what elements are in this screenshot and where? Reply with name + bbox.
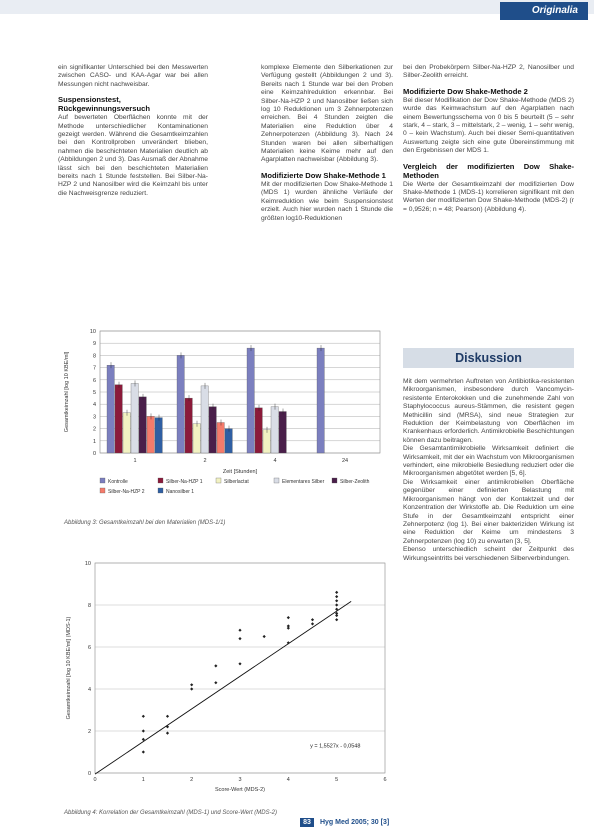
- y-tick-label: 4: [87, 687, 91, 693]
- bar: [271, 407, 278, 453]
- y-tick-label: 5: [92, 390, 96, 396]
- section-heading: Vergleich der modifizierten Dow Shake-Methoden: [403, 161, 574, 180]
- y-tick-label: 3: [92, 414, 96, 421]
- y-axis-label: Gesamtkeimzahl [log 10 KBE/ml]: [64, 351, 70, 433]
- legend-label: Silber-Na-HZP 1: [166, 479, 203, 485]
- bar: [177, 355, 184, 453]
- section-heading: Modifizierte Dow Shake-Methode 2: [403, 86, 528, 96]
- figure-caption: Abbildung 3: Gesamtkeimzahl bei den Materialien (MDS-1/1): [64, 520, 226, 526]
- regression-equation: y = 1,5527x - 0,0548: [310, 743, 361, 750]
- section-badge: Originalia: [500, 2, 588, 20]
- discussion-heading-box: [403, 348, 574, 368]
- y-tick-label: 8: [92, 353, 96, 360]
- column-right-lower: [403, 378, 574, 563]
- legend-label: Silber-Zeolith: [340, 479, 370, 485]
- bar: [279, 412, 286, 453]
- y-axis-label: Gesamtkeimzahl [log 10 KBE/ml] (MDS-1): [66, 616, 72, 720]
- bar: [185, 398, 192, 453]
- y-tick-label: 10: [89, 329, 96, 335]
- y-tick-label: 0: [87, 771, 91, 777]
- y-tick-label: 8: [87, 603, 91, 609]
- bar: [217, 423, 224, 454]
- column-middle: [261, 64, 393, 223]
- legend-swatch: [216, 478, 221, 483]
- column-left: [58, 64, 208, 198]
- x-tick-label: 1: [133, 458, 137, 464]
- figure-caption: Abbildung 4: Korrelation der Gesamtkeimzahl (MDS-1) und Score-Wert (MDS-2): [64, 810, 277, 816]
- x-tick-label: 4: [273, 458, 277, 464]
- legend-swatch: [100, 488, 105, 493]
- paragraph: Mit dem vermehrten Auftreten von Antibiotika-resistenten Mikroorganismen, insbesondere durch Vancomycin-resistente Enterokokken und die zunehmende Zahl von Staphylococcus aureus-Stämmen, die resistent gegen Methicillin sind (MRSA), sind neue Strategien zur Reduktion der Keimbelastung von Oberflächen im Krankenhaus erforderlich. Antimikrobielle Beschichtungen können dazu beitragen.: [403, 378, 574, 444]
- bar: [155, 418, 162, 453]
- bar: [317, 348, 324, 453]
- page-number: 83: [300, 818, 314, 827]
- y-tick-label: 6: [92, 377, 96, 384]
- x-tick-label: 6: [383, 777, 387, 783]
- bar: [247, 348, 254, 453]
- bar: [107, 365, 114, 453]
- scatter-chart-figure: [60, 555, 395, 800]
- legend-swatch: [100, 478, 105, 483]
- section-heading: Suspensionstest, Rückgewinnungsversuch: [58, 95, 150, 114]
- paragraph: Auf bewerteten Oberflächen konnte mit der Methode unterschiedlicher Kontaminationen gezeigt werden. Während die Gesamtkeimzahlen bei den Kontrollproben unverändert blieben, nahmen die beschichteten Materialien deutlich ab (Abbildungen 2 und 3). Das Ausmaß der Abnahme lässt sich bei den beschichteten Materialien bereits nach 1 Stunde feststellen. Bei Silber-Na-HZP 2 und Nanosilber wird die Keimzahl bis unter die Nachweisgrenze reduziert.: [58, 114, 208, 197]
- page-footer: [300, 818, 389, 827]
- x-tick-label: 24: [341, 458, 349, 464]
- x-tick-label: 3: [238, 777, 242, 783]
- y-tick-label: 9: [92, 341, 96, 348]
- bar: [201, 386, 208, 453]
- bar-chart-figure: [60, 323, 395, 509]
- x-tick-label: 2: [190, 777, 194, 783]
- journal-citation: Hyg Med 2005; 30 [3]: [319, 819, 390, 826]
- x-axis-label: Score-Wert (MDS-2): [214, 787, 266, 793]
- y-tick-label: 10: [84, 561, 91, 567]
- bar: [115, 385, 122, 453]
- paragraph: ein signifikanter Unterschied bei den Messwerten zwischen CASO- und KAA-Agar war bei allen Messungen nicht nachweisbar.: [58, 64, 208, 88]
- legend-label: Kontrolle: [108, 479, 128, 485]
- x-tick-label: 5: [335, 777, 339, 783]
- legend-swatch: [274, 478, 279, 483]
- legend-label: Silber-Na-HZP 2: [108, 489, 145, 495]
- x-tick-label: 1: [141, 777, 145, 783]
- x-tick-label: 4: [286, 777, 290, 783]
- bar: [131, 383, 138, 453]
- y-tick-label: 1: [92, 438, 96, 445]
- legend-swatch: [158, 488, 163, 493]
- x-tick-label: 2: [203, 458, 207, 464]
- bar: [255, 408, 262, 453]
- paragraph: Mit der modifizierten Dow Shake-Methode 1 (MDS 1) wurden ähnliche Verläufe der Keimreduktion wie beim Suspensionstest erzielt. Auch hier wurden nach 1 Stunde die größten log10-Reduktionen: [261, 180, 393, 222]
- bar: [263, 430, 270, 453]
- column-right: [403, 64, 574, 214]
- y-tick-label: 7: [92, 365, 96, 372]
- paragraph: Ebenso unterschiedlich scheint der Zeitpunkt des Wirkungseintritts bei verschiedenen Silberverbindungen.: [403, 546, 574, 562]
- bar: [209, 407, 216, 453]
- discussion-heading: Diskussion: [455, 351, 522, 365]
- x-tick-label: 0: [93, 777, 97, 783]
- y-tick-label: 2: [87, 729, 91, 735]
- y-tick-label: 2: [92, 426, 96, 433]
- legend-swatch: [332, 478, 337, 483]
- bar: [139, 397, 146, 453]
- y-tick-label: 6: [87, 645, 91, 651]
- bar: [123, 413, 130, 453]
- bar: [147, 416, 154, 453]
- legend-swatch: [158, 478, 163, 483]
- paragraph: Die Gesamtantimikrobielle Wirksamkeit definiert die Wirksamkeit, mit der ein Wachstum von Mikroorganismen verhindert, eine mikrobielle Besiedlung reduziert oder die Mikroorganismen abgetötet werden [5, 6].: [403, 445, 574, 478]
- bar: [193, 424, 200, 453]
- x-axis-label: Zeit [Stunden]: [222, 469, 258, 475]
- legend-label: Silberlactat: [224, 479, 249, 485]
- section-heading: Modifizierte Dow Shake-Methode 1: [261, 170, 386, 180]
- bar: [225, 429, 232, 453]
- paragraph: Die Wirksamkeit einer antimikrobiellen Oberfläche gegenüber einer definierten Belastung mit Mikroorganismen hängt von der Kontaktzeit und der Konzentration der Wirkstoffe ab. Die Reduktion um eine Stufe in der Gesamtkeimzahl entspricht einer Zehnerpotenz (log 1). Bei einer bakteriziden Wirkung ist eine Reduktion der Keime um mindestens 3 Zehnerpotenzen (log 10) zu erwarten [3, 5].: [403, 478, 574, 545]
- paragraph: bei den Probekörpern Silber-Na-HZP 2, Nanosilber und Silber-Zeolith erreicht.: [403, 64, 574, 80]
- paragraph: Bei dieser Modifikation der Dow Shake-Methode (MDS 2) wurde das Keimwachstum auf den Agarplatten nach einem Bewertungsschema von 0 bis 5 beurteilt (5 – sehr stark, 4 – stark, 3 – mittelstark, 2 – wenig, 1 – sehr wenig, 0 – kein Wachstum). Auch bei dieser Semi-quantitativen Auswertung zeigte sich eine gute Übereinstimmung mit den Ergebnissen der MDS 1.: [403, 96, 574, 155]
- paragraph: Die Werte der Gesamtkeimzahl der modifizierten Dow Shake-Methode 1 (MDS-1) korrelieren signifikant mit den Werten der modifizierten Dow Shake-Methode (MDS-2) (r = 0,9526; n = 48; Pearson) (Abbildung 4).: [403, 180, 574, 213]
- legend-label: Nanosilber 1: [166, 489, 195, 495]
- legend-label: Elementares Silber: [282, 479, 325, 485]
- paragraph: komplexe Elemente den Silberkationen zur Verfügung gestellt (Abbildungen 2 und 3). Bereits nach 1 Stunde war bei den Proben eine Keimzahlreduktion erkennbar. Bei Silber-Na-HZP 2 und Nanosilber ließen sich log 10 Reduktionen um 3 Zehnerpotenzen erreichen. Bei 4 Stunden zeigten die Materialien eine Reduktion über 4 Zehnerpotenzen (Abbildung 3). Nach 24 Stunden waren bei allen silberhaltigen Materialien keine Keime mehr auf den Agarplatten nachweisbar (Abbildung 3).: [261, 64, 393, 164]
- y-tick-label: 4: [92, 402, 96, 409]
- y-tick-label: 0: [92, 451, 96, 457]
